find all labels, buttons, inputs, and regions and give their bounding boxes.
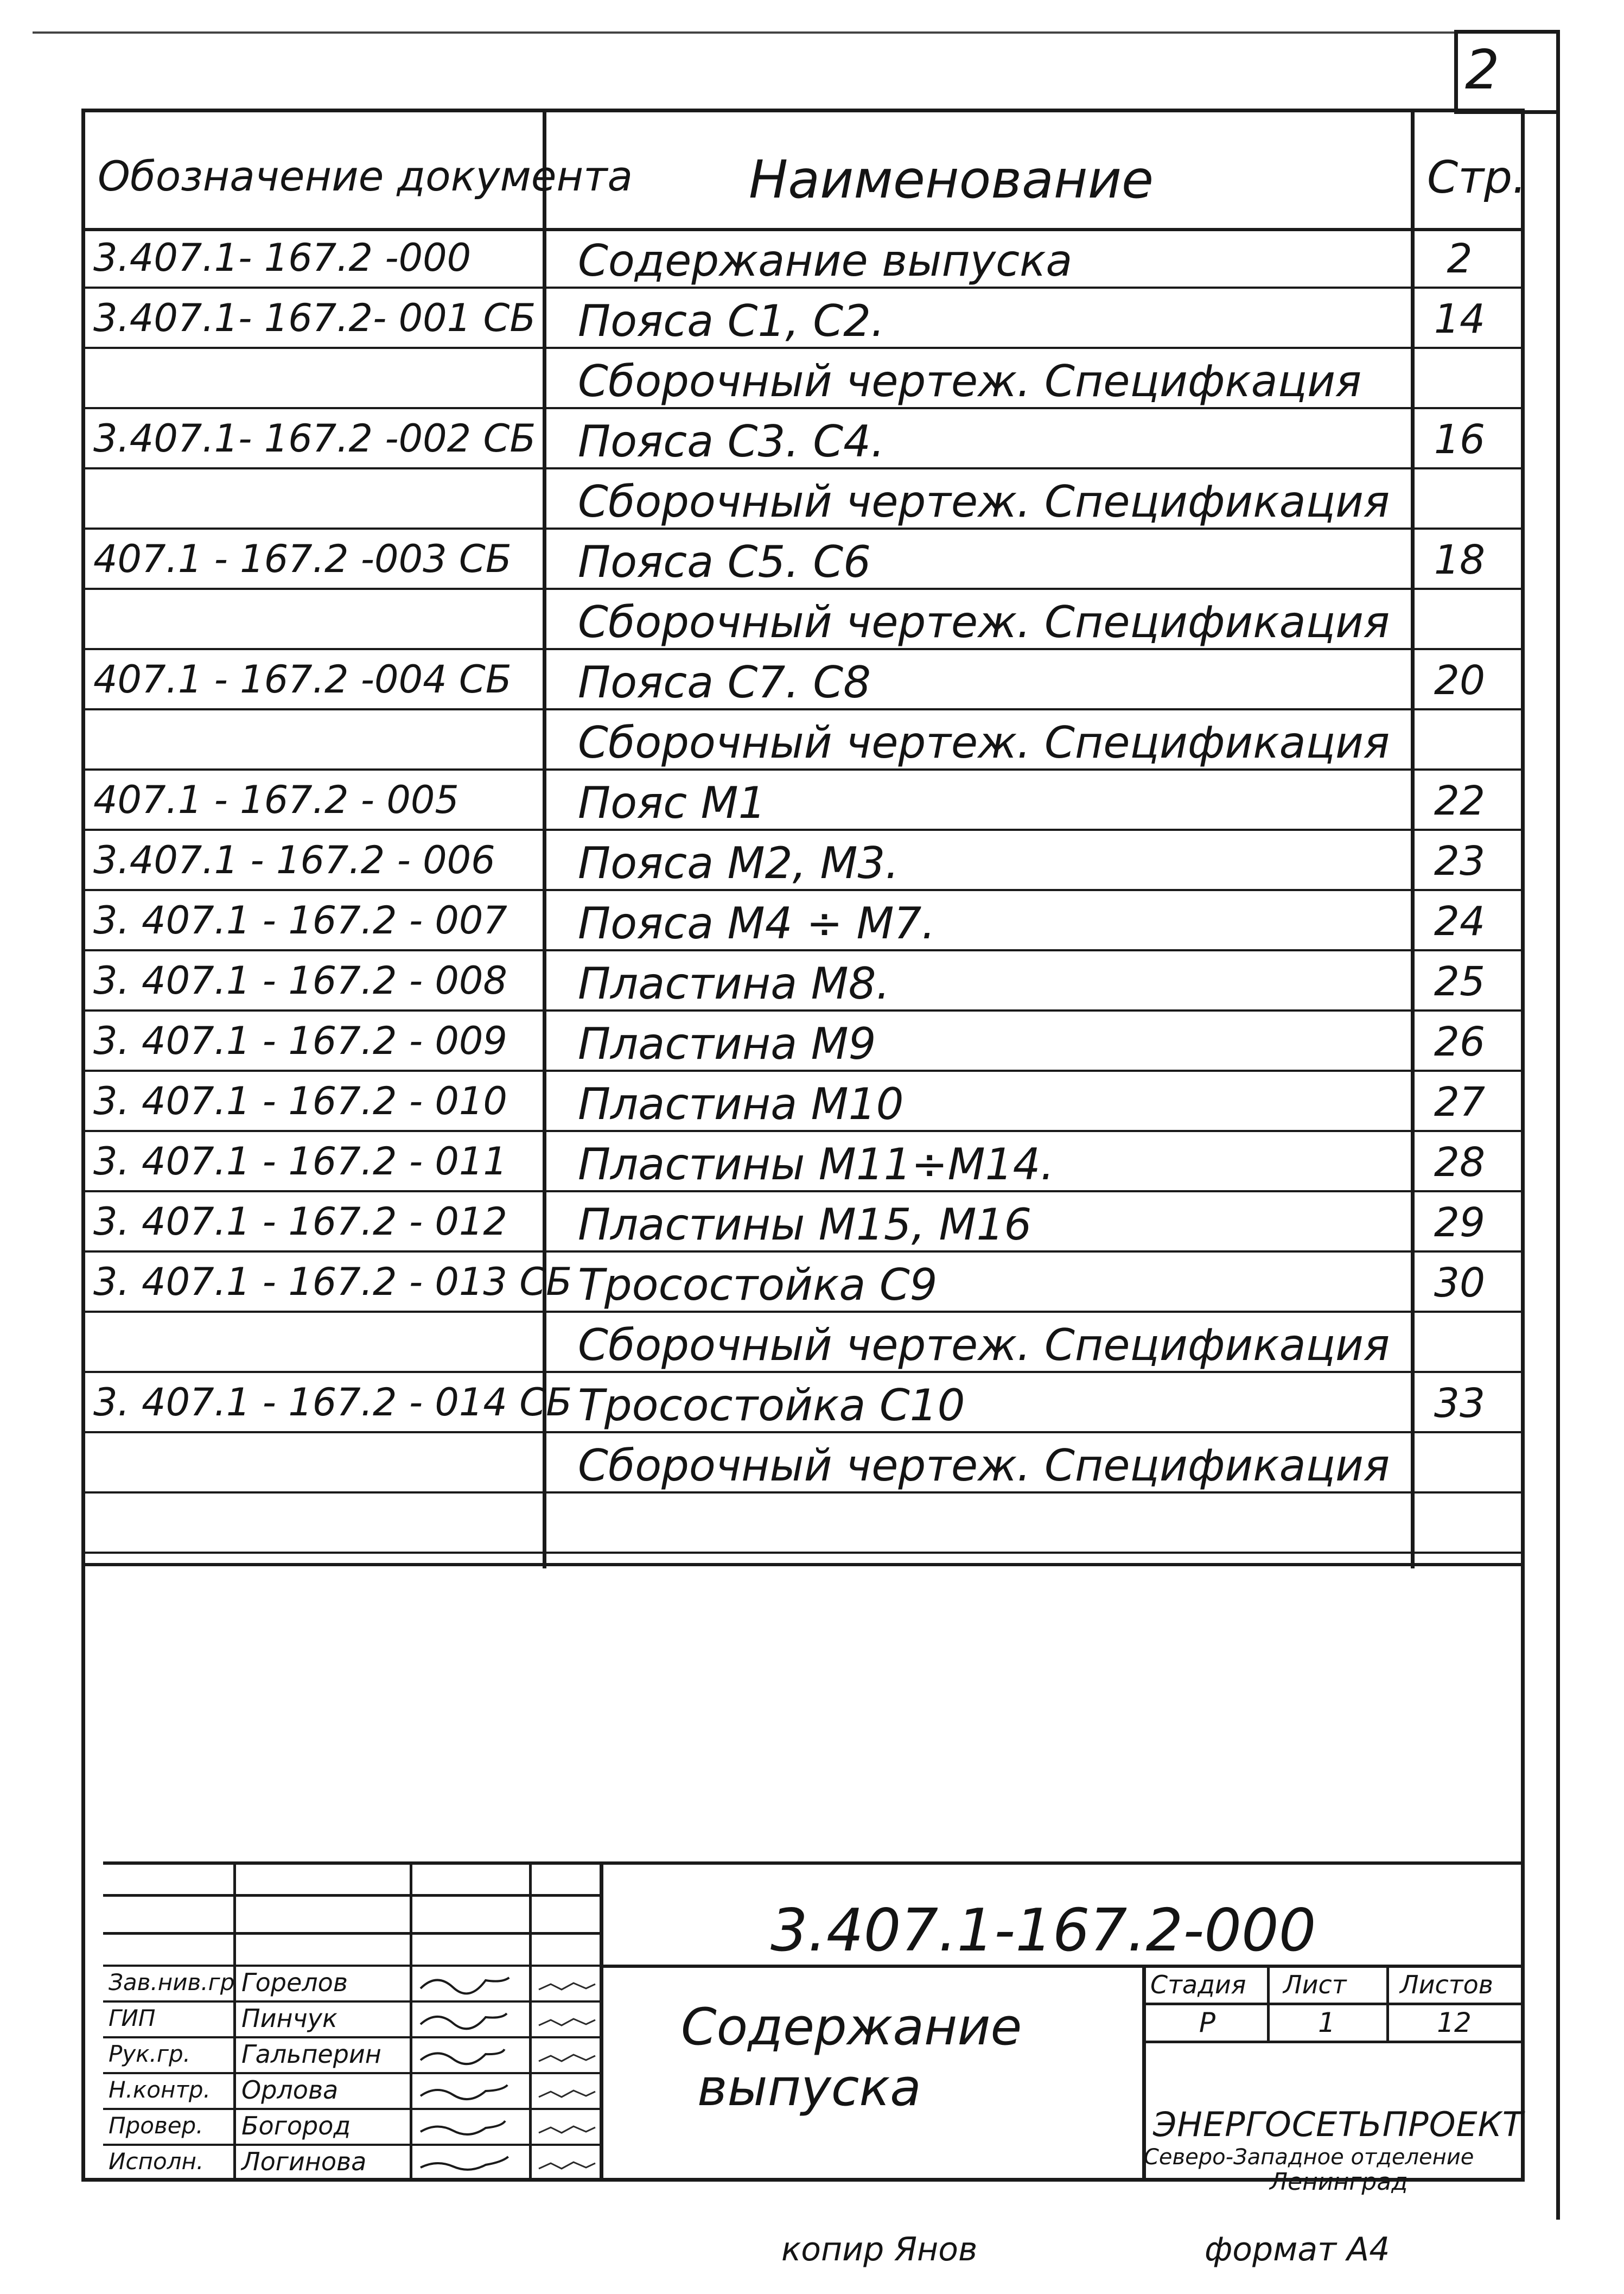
- cell-document-code: 3. 407.1 - 167.2 - 014 СБ: [93, 1380, 572, 1425]
- column-divider-doc-name: [543, 109, 546, 1568]
- cell-page: 27: [1434, 1079, 1486, 1126]
- row-divider: [81, 347, 1525, 349]
- cell-name: Пояс М1: [578, 778, 766, 828]
- title-block-left-divider: [600, 1861, 603, 2182]
- row-divider: [81, 1491, 1525, 1494]
- cell-page: 33: [1434, 1380, 1486, 1427]
- cell-document-code: 3. 407.1 - 167.2 - 007: [93, 898, 507, 943]
- cell-page: 23: [1434, 838, 1486, 885]
- cell-document-code: 3. 407.1 - 167.2 - 011: [93, 1139, 507, 1184]
- sheets-value: 12: [1437, 2007, 1472, 2038]
- cell-name: Сборочный чертеж. Спецификация: [578, 597, 1390, 647]
- title-block-stage-head-line: [1142, 2003, 1525, 2005]
- date-scribble: [534, 2004, 600, 2036]
- cell-name: Содержание выпуска: [578, 236, 1073, 286]
- row-divider: [81, 1431, 1525, 1433]
- cell-page: 18: [1434, 537, 1486, 583]
- handwritten-signature: [415, 2003, 524, 2035]
- cell-name: Пояса М2, М3.: [578, 838, 899, 888]
- cell-page: 2: [1447, 236, 1473, 282]
- cell-page: 26: [1434, 1019, 1486, 1065]
- cell-document-code: 3. 407.1 - 167.2 - 008: [93, 958, 507, 1003]
- cell-name: Пластина М9: [578, 1019, 876, 1069]
- handwritten-signature: [415, 2038, 524, 2071]
- cell-page: 29: [1434, 1199, 1486, 1246]
- row-divider: [81, 768, 1525, 771]
- cell-name: Пластины М15, М16: [578, 1199, 1032, 1250]
- row-divider: [81, 829, 1525, 831]
- row-divider: [81, 467, 1525, 469]
- signature-role: Зав.нив.гр: [109, 1969, 235, 1996]
- title-block-line-2: [103, 1894, 602, 1897]
- title-line-1: Содержание: [681, 1998, 1022, 2057]
- signature-name: Орлова: [241, 2075, 339, 2105]
- organization-branch: Северо-Западное отделение: [1144, 2145, 1474, 2170]
- row-divider: [81, 287, 1525, 289]
- row-divider: [81, 1311, 1525, 1313]
- cell-document-code: 3. 407.1 - 167.2 - 012: [93, 1199, 507, 1244]
- cell-document-code: 3.407.1- 167.2 -000: [93, 236, 472, 280]
- organization-city: Ленинград: [1270, 2168, 1408, 2196]
- cell-document-code: 3. 407.1 - 167.2 - 009: [93, 1019, 507, 1063]
- title-block-top-line: [103, 1861, 1525, 1865]
- cell-page: 28: [1434, 1139, 1486, 1186]
- cell-page: 30: [1434, 1260, 1486, 1306]
- row-divider: [81, 1190, 1525, 1192]
- date-scribble: [534, 2075, 600, 2108]
- organization-name: ЭНЕРГОСЕТЬПРОЕКТ: [1153, 2105, 1524, 2144]
- cell-name: Пластины М11÷М14.: [578, 1139, 1054, 1190]
- signature-row-line: [103, 2108, 602, 2110]
- title-block-line-3: [103, 1932, 602, 1935]
- row-divider: [81, 1552, 1525, 1554]
- row-divider: [81, 588, 1525, 590]
- signature-role: Н.контр.: [109, 2076, 211, 2103]
- footer-copy-note: копир Янов: [781, 2231, 978, 2268]
- column-header-name: Наименование: [749, 149, 1154, 210]
- sheet-label: Лист: [1283, 1970, 1347, 1999]
- column-header-page: Стр.: [1427, 152, 1527, 204]
- title-block-document-code: 3.407.1-167.2-000: [770, 1897, 1316, 1965]
- signature-row-line: [103, 2036, 602, 2038]
- cell-page: 16: [1434, 416, 1486, 463]
- cell-document-code: 407.1 - 167.2 -003 СБ: [93, 537, 512, 581]
- cell-name: Сборочный чертеж. Специфкация: [578, 356, 1362, 406]
- row-divider: [81, 949, 1525, 951]
- title-block-sign-col-3: [529, 1861, 532, 2182]
- cell-document-code: 407.1 - 167.2 -004 СБ: [93, 657, 512, 702]
- header-underline: [81, 228, 1525, 231]
- handwritten-signature: [415, 2110, 524, 2143]
- cell-name: Пояса С1, С2.: [578, 296, 885, 346]
- cell-name: Пластина М10: [578, 1079, 904, 1129]
- row-divider: [81, 407, 1525, 409]
- cell-page: 22: [1434, 778, 1486, 824]
- signature-role: Рук.гр.: [109, 2041, 190, 2067]
- signature-row-line: [103, 2144, 602, 2146]
- cell-name: Пояса С5. С6: [578, 537, 871, 587]
- row-divider: [81, 1371, 1525, 1373]
- title-block-title: [681, 1997, 1022, 2119]
- row-divider: [81, 1070, 1525, 1072]
- cell-name: Пояса М4 ÷ М7.: [578, 898, 935, 949]
- sheet-number: 2: [1465, 38, 1500, 101]
- title-block-stage-value-line: [1142, 2041, 1525, 2043]
- handwritten-signature: [415, 1967, 524, 1999]
- row-divider: [81, 889, 1525, 891]
- cell-page: 25: [1434, 958, 1486, 1005]
- signature-role: Провер.: [109, 2112, 203, 2139]
- cell-document-code: 3.407.1- 167.2 -002 СБ: [93, 416, 536, 461]
- cell-document-code: 3. 407.1 - 167.2 - 013 СБ: [93, 1260, 572, 1304]
- table-bottom-line: [81, 1563, 1525, 1566]
- signature-row-line: [103, 1965, 602, 1967]
- cell-name: Тросостойка С9: [578, 1260, 938, 1310]
- signature-name: Пинчук: [241, 2004, 337, 2033]
- row-divider: [81, 528, 1525, 530]
- cell-document-code: 407.1 - 167.2 - 005: [93, 778, 459, 822]
- signature-name: Богород: [241, 2111, 351, 2140]
- frame-top-border: [33, 31, 1560, 34]
- sheets-label: Листов: [1400, 1970, 1493, 1999]
- signature-role: ГИП: [109, 2005, 156, 2031]
- frame-right-border: [1556, 33, 1560, 2220]
- cell-name: Сборочный чертеж. Спецификация: [578, 717, 1390, 768]
- row-divider: [81, 708, 1525, 710]
- cell-page: 14: [1434, 296, 1486, 342]
- cell-name: Пластина М8.: [578, 958, 890, 1009]
- column-header-document: Обозначение документа: [98, 152, 633, 200]
- signature-role: Исполн.: [109, 2148, 204, 2175]
- row-divider: [81, 1250, 1525, 1253]
- title-block-sign-col-2: [410, 1861, 412, 2182]
- signature-name: Логинова: [241, 2147, 367, 2176]
- cell-document-code: 3.407.1- 167.2- 001 СБ: [93, 296, 536, 340]
- cell-name: Сборочный чертеж. Спецификация: [578, 1320, 1390, 1370]
- handwritten-signature: [415, 2146, 524, 2178]
- footer-format-note: формат А4: [1205, 2231, 1390, 2268]
- cell-name: Пояса С3. С4.: [578, 416, 885, 467]
- cell-page: 24: [1434, 898, 1486, 945]
- cell-name: Сборочный чертеж. Спецификация: [578, 1440, 1390, 1491]
- cell-name: Сборочный чертеж. Спецификация: [578, 476, 1390, 527]
- date-scribble: [534, 2111, 600, 2144]
- signature-name: Горелов: [241, 1968, 348, 1997]
- signature-row-line: [103, 2000, 602, 2003]
- stage-value: Р: [1199, 2007, 1216, 2038]
- cell-name: Пояса С7. С8: [578, 657, 871, 708]
- row-divider: [81, 1130, 1525, 1132]
- row-divider: [81, 1009, 1525, 1012]
- title-block-sign-col-1: [233, 1861, 236, 2182]
- cell-document-code: 3. 407.1 - 167.2 - 010: [93, 1079, 507, 1123]
- date-scribble: [534, 2039, 600, 2072]
- cell-page: 20: [1434, 657, 1486, 704]
- signature-row-line: [103, 2072, 602, 2074]
- handwritten-signature: [415, 2074, 524, 2107]
- signature-name: Гальперин: [241, 2039, 381, 2069]
- title-line-2: выпуска: [697, 2058, 921, 2118]
- row-divider: [81, 648, 1525, 650]
- cell-document-code: 3.407.1 - 167.2 - 006: [93, 838, 495, 882]
- date-scribble: [534, 2147, 600, 2179]
- sheet-value: 1: [1318, 2007, 1335, 2038]
- date-scribble: [534, 1968, 600, 2000]
- stage-label: Стадия: [1150, 1970, 1246, 1999]
- cell-name: Тросостойка С10: [578, 1380, 965, 1431]
